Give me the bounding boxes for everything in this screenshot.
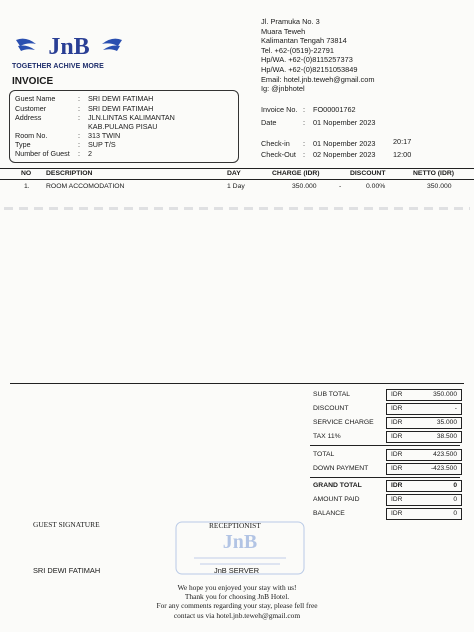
checkin-date: 01 Nopember 2023 (313, 139, 376, 148)
checkout-date: 02 Nopember 2023 (313, 150, 376, 159)
checkout-row: Check-Out : 02 Nopember 2023 (261, 150, 376, 159)
invoice-no: FO00001762 (313, 105, 356, 114)
invoice-no-row: Invoice No. : FO00001762 (261, 105, 356, 114)
room-no: 313 TWIN (88, 131, 121, 140)
address-row: Address : JLN.LINTAS KALIMANTAN (15, 113, 175, 122)
invoice-title: INVOICE (12, 76, 54, 87)
address-line: Hp/WA. +62-(0)8115257373 (261, 55, 353, 65)
col-charge: CHARGE (IDR) (272, 170, 320, 177)
receptionist-label: RECEPTIONIST (209, 521, 261, 530)
col-discount: DISCOUNT (350, 170, 386, 177)
receptionist-name: JnB SERVER (214, 566, 260, 575)
scan-artifact (4, 207, 470, 210)
grand-total-box: IDR 0 (386, 480, 462, 492)
address-row-2: KAB.PULANG PISAU (88, 122, 158, 131)
date-row: Date : 01 Nopember 2023 (261, 118, 376, 127)
address-line: Tel. +62-(0519)-22791 (261, 45, 334, 55)
footer-line: We hope you enjoyed your stay with us! (177, 583, 297, 592)
col-description: DESCRIPTION (46, 170, 93, 177)
address-line: Hp/WA. +62-(0)82151053849 (261, 64, 358, 74)
logo-left-wing (16, 39, 36, 46)
footer-line: For any comments regarding your stay, please fell free (156, 601, 318, 611)
balance-box: IDR 0 (386, 508, 462, 520)
sub-total-box: IDR 350.000 (386, 389, 462, 401)
logo-text: JnB (48, 34, 90, 60)
guest-name-signature: SRI DEWI FATIMAH (33, 566, 101, 575)
totals-divider (10, 383, 464, 384)
table-header (0, 168, 474, 180)
col-netto: NETTO (IDR) (413, 170, 455, 177)
svg-text:JnB: JnB (222, 531, 258, 553)
room-type: SUP T/S (88, 140, 116, 149)
table-row: 1. ROOM ACCOMODATION 1 Day 350.000 - 0.00% 350.000 (24, 183, 452, 190)
address-line: Muara Teweh (261, 26, 306, 36)
logo-right-wing (102, 39, 122, 46)
down-payment-box: IDR -423.500 (386, 463, 462, 475)
address-line: Ig: @jnbhotel (261, 84, 305, 94)
checkin-row: Check-in : 01 Nopember 2023 (261, 139, 376, 148)
jnb-logo (14, 30, 124, 64)
address-line: Jl. Pramuka No. 3 (261, 17, 320, 26)
total-box: IDR 423.500 (386, 449, 462, 461)
footer-message (0, 583, 474, 620)
type-row: Type : SUP T/S (15, 140, 116, 149)
address-line: Kalimantan Tengah 73814 (261, 36, 347, 46)
guest-name: SRI DEWI FATIMAH (88, 94, 154, 103)
hotel-address (261, 17, 374, 94)
amount-paid-box: IDR 0 (386, 494, 462, 506)
col-no: NO (21, 170, 32, 177)
guest-address: JLN.LINTAS KALIMANTAN (88, 113, 175, 122)
guest-signature-label: GUEST SIGNATURE (33, 520, 100, 529)
checkout-time: 12:00 (393, 150, 412, 159)
discount-box: IDR - (386, 403, 462, 415)
tax-box: IDR 38.500 (386, 431, 462, 443)
guest-info-box (9, 90, 239, 163)
guest-name-row: Guest Name : SRI DEWI FATIMAH (15, 94, 154, 103)
tagline: TOGETHER ACHIVE MORE (12, 63, 104, 70)
footer-line: contact us via hotel.jnb.teweh@gmail.com (173, 610, 301, 620)
service-charge-box: IDR 35.000 (386, 417, 462, 429)
footer-line: Thank you for choosing JnB Hotel. (184, 592, 290, 602)
customer-name: SRI DEWI FATIMAH (88, 104, 154, 113)
room-row: Room No. : 313 TWIN (15, 131, 121, 140)
address-line: Email: hotel.jnb.teweh@gmail.com (261, 74, 375, 84)
guest-count: 2 (88, 149, 92, 158)
guests-row: Number of Guest : 2 (15, 149, 92, 158)
col-day: DAY (227, 170, 241, 177)
customer-row: Customer : SRI DEWI FATIMAH (15, 104, 154, 113)
invoice-date: 01 Nopember 2023 (313, 118, 376, 127)
checkin-time: 20:17 (393, 137, 412, 146)
